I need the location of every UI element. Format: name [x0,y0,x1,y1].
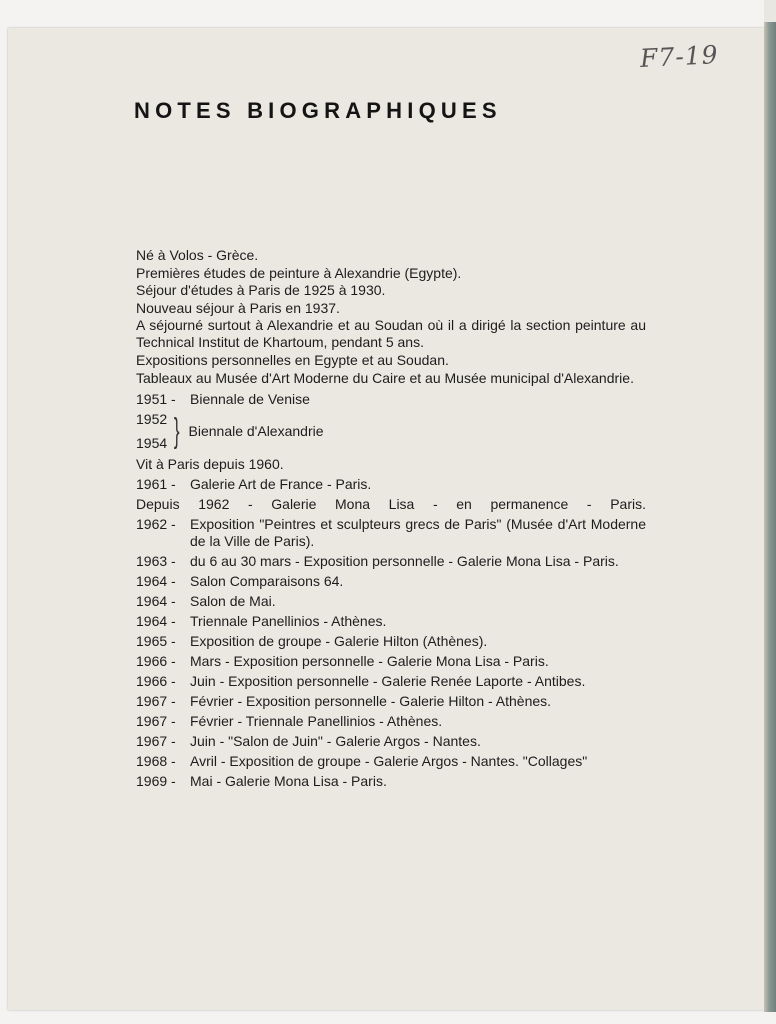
entry-year: 1964 - [136,592,180,609]
intro-paragraphs [136,247,646,387]
timeline-note [136,456,646,473]
timeline-entry [136,613,646,630]
timeline-note [136,496,646,513]
entry-text: Février - Exposition personnelle - Galerie Hilton - Athènes. [190,692,552,709]
intro-line: Séjour d'études à Paris de 1925 à 1930. [136,282,386,298]
entry-text: du 6 au 30 mars - Exposition personnelle - Galerie Mona Lisa - Paris. [190,552,619,569]
entry-text: Exposition "Peintres et sculpteurs grecs de Paris" (Musée d'Art Moderne de la Ville de Paris). [190,515,646,549]
timeline-entry [136,553,646,570]
entry-text: Triennale Panellinios - Athènes. [190,612,387,629]
intro-line: Expositions personnelles en Egypte et au Soudan. [136,352,449,368]
entry-text: Vit à Paris depuis 1960. [136,455,284,472]
timeline-entry [136,693,646,710]
entry-year: 1961 - [136,475,180,492]
entry-year: 1964 - [136,572,180,589]
biography-body [136,247,646,790]
entry-text: Juin - Exposition personnelle - Galerie Renée Laporte - Antibes. [190,672,586,689]
entry-text: Février - Triennale Panellinios - Athènes. [190,712,443,729]
handwritten-note: F7-19 [639,39,720,74]
timeline-entry [136,633,646,650]
entry-text: Mars - Exposition personnelle - Galerie Mona Lisa - Paris. [190,652,549,669]
entry-year: 1967 - [136,692,180,709]
entry-year: 1969 - [136,772,180,789]
entry-year: 1963 - [136,552,180,569]
timeline-entry [136,653,646,670]
timeline-entry [136,593,646,610]
timeline-entry [136,391,646,408]
intro-line: Tableaux au Musée d'Art Moderne du Caire et au Musée municipal d'Alexandrie. [136,369,634,386]
timeline-entry-brace [136,411,646,452]
adjacent-page-strip [764,22,776,1012]
brace-icon: } [173,412,180,450]
entry-year: 1954 [136,434,168,451]
timeline-entry [136,773,646,790]
entry-text: Avril - Exposition de groupe - Galerie Argos - Nantes. "Collages" [190,752,588,769]
intro-line: Né à Volos - Grèce. [136,247,259,263]
entry-text: Juin - "Salon de Juin" - Galerie Argos - Nantes. [190,732,481,749]
page-title: NOTES BIOGRAPHIQUES [134,98,502,123]
entry-text: Salon Comparaisons 64. [190,572,344,589]
intro-line: Premières études de peinture à Alexandrie (Egypte). [136,264,462,281]
timeline-entry [136,733,646,750]
timeline-entry [136,753,646,770]
entry-text: Mai - Galerie Mona Lisa - Paris. [190,772,387,789]
timeline-entry [136,516,646,550]
entry-text: Salon de Mai. [190,592,276,609]
timeline-entry [136,573,646,590]
intro-line: Nouveau séjour à Paris en 1937. [136,299,340,316]
entry-year: 1966 - [136,652,180,669]
entry-text: Exposition de groupe - Galerie Hilton (Athènes). [190,632,488,649]
entry-text: Depuis 1962 - Galerie Mona Lisa - en permanence - Paris. [136,495,646,512]
entry-year: 1962 - [136,515,180,532]
entry-text: Galerie Art de France - Paris. [190,475,372,492]
timeline-entries [136,516,646,790]
timeline-entry [136,673,646,690]
entry-year: 1968 - [136,752,180,769]
timeline-entry [136,476,646,493]
scan-edge [764,0,776,22]
entry-year: 1966 - [136,672,180,689]
intro-line: A séjourné surtout à Alexandrie et au Soudan où il a dirigé la section peinture au Technical Institut de Khartoum, pendant 5 ans. [136,317,646,350]
entry-year: 1965 - [136,632,180,649]
timeline-entry [136,713,646,730]
entry-year: 1951 - [136,390,180,407]
entry-text: Biennale d'Alexandrie [188,422,324,439]
entry-text: Biennale de Venise [190,390,310,407]
entry-year: 1964 - [136,612,180,629]
entry-year: 1967 - [136,712,180,729]
entry-year: 1952 [136,410,168,427]
entry-year: 1967 - [136,732,180,749]
